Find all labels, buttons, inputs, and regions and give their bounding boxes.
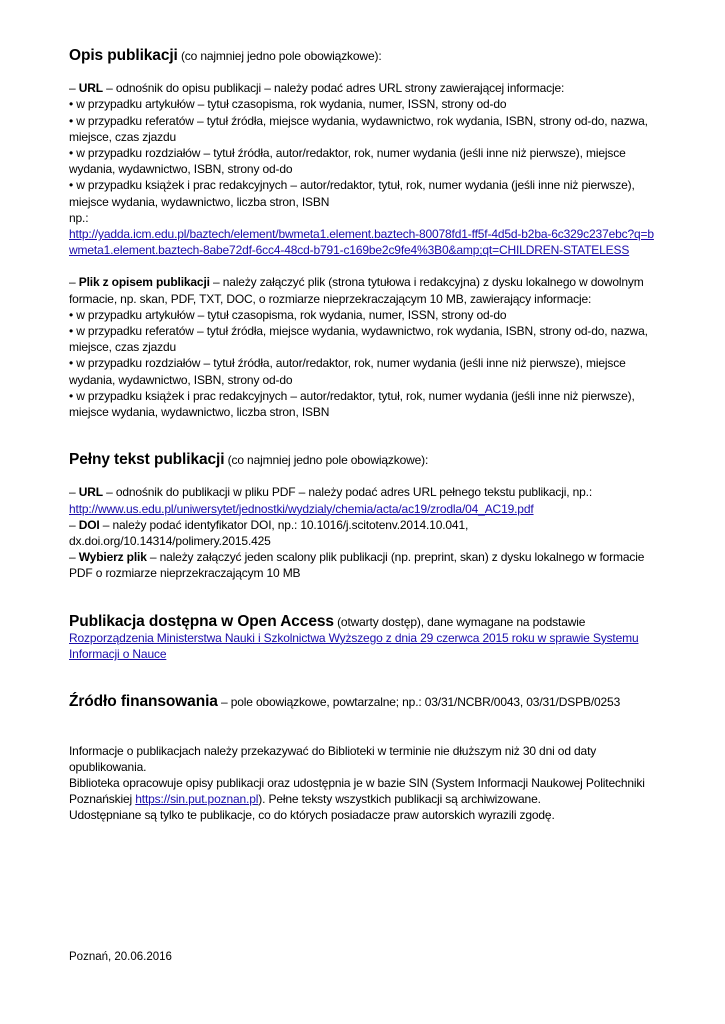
file-field-description [69, 274, 659, 306]
section-title: Opis publikacji [69, 47, 178, 64]
doi-desc: – należy podać identyfikator DOI, np.: 10.1016/j.scitotenv.2014.10.041, dx.doi.org/10.14314/polimery.2015.425 [69, 517, 469, 549]
list-item: • w przypadku referatów – tytuł źródła, miejsce wydania, wydawnictwo, rok wydania, ISBN, strony od-do, nazwa, miejsce, czas zjazdu [69, 324, 648, 355]
list-item: • w przypadku referatów – tytuł źródła, miejsce wydania, wydawnictwo, rok wydania, ISBN, strony od-do, nazwa, miejsce, czas zjazdu [69, 113, 648, 144]
section-heading [69, 694, 659, 710]
info-paragraph: Informacje o publikacjach należy przekazywać do Biblioteki w terminie nie dłuższym niż 30 dni od daty opublikowania. [69, 743, 597, 774]
section-title: Pełny tekst publikacji [69, 451, 225, 469]
section-open-access [69, 614, 659, 663]
dash: – [69, 81, 79, 96]
file-bullet-list [69, 307, 659, 420]
regulation-link[interactable]: Rozporządzenia Ministerstwa Nauki i Szkolnictwa Wyższego z dnia 29 czerwca 2015 roku w sprawie Systemu Informacji o Nauce [69, 630, 639, 662]
info-paragraph [69, 775, 659, 807]
doi-label: DOI [78, 517, 100, 532]
dash: – [69, 550, 79, 565]
info-text: Biblioteka opracowuje opisy publikacji oraz udostępnia je w bazie SIN (System Informacji Naukowej Politechniki Poznańskiej [69, 775, 645, 807]
url-field-description [69, 80, 659, 96]
file-desc: – należy załączyć plik (strona tytułowa i redakcyjna) z dysku lokalnego w dowolnym formacie, np. skan, PDF, TXT, DOC, o rozmiarze nieprzekraczającym 10 MB, zawierający informacje: [69, 275, 644, 306]
file-field-description [69, 549, 659, 581]
url-bullet-list [69, 96, 659, 209]
url-desc: – odnośnik do opisu publikacji – należy podać adres URL strony zawierającej informacje: [102, 81, 565, 96]
section-heading [69, 452, 659, 468]
list-item: • w przypadku książek i prac redakcyjnych – autor/redaktor, tytuł, rok, numer wydania (jeśli inne niż pierwsze), miejsce wydania, wydawnictwo, liczba stron, ISBN [69, 178, 635, 209]
section-title: Publikacja dostępna w Open Access [69, 612, 334, 630]
file-label: Plik z opisem publikacji [78, 275, 210, 290]
list-item: • w przypadku artykułów – tytuł czasopisma, rok wydania, numer, ISSN, strony od-do [69, 307, 507, 322]
document-date: Poznań, 20.06.2016 [69, 951, 172, 963]
url-label: URL [78, 485, 103, 500]
section-title-suffix: (co najmniej jedno pole obowiązkowe): [227, 453, 429, 468]
info-paragraphs [69, 743, 659, 824]
list-item: • w przypadku rozdziałów – tytuł źródła, autor/redaktor, rok, numer wydania (jeśli inne niż pierwsze), miejsce wydania, wydawnictwo, ISBN, strony od-do [69, 356, 626, 387]
file-label: Wybierz plik [78, 550, 147, 565]
section-title: Źródło finansowania [69, 693, 218, 711]
dash: – [69, 485, 79, 500]
section-zrodlo-finansowania [69, 694, 659, 710]
section-title-suffix: – pole obowiązkowe, powtarzalne; np.: 03/31/NCBR/0043, 03/31/DSPB/0253 [221, 695, 621, 710]
document-body [69, 48, 659, 824]
section-heading [69, 614, 659, 630]
file-desc: – należy załączyć jeden scalony plik publikacji (np. preprint, skan) z dysku lokalnego w formacie PDF o rozmiarze nieprzekraczającym 10 MB [69, 550, 645, 581]
list-item: • w przypadku książek i prac redakcyjnych – autor/redaktor, tytuł, rok, numer wydania (jeśli inne niż pierwsze), miejsce wydania, wydawnictwo, liczba stron, ISBN [69, 388, 635, 420]
info-text: ). Pełne teksty wszystkich publikacji są archiwizowane. [258, 792, 541, 807]
list-item: • w przypadku artykułów – tytuł czasopisma, rok wydania, numer, ISSN, strony od-do [69, 97, 507, 112]
example-label: np.: [69, 210, 89, 225]
list-item: • w przypadku rozdziałów – tytuł źródła, autor/redaktor, rok, numer wydania (jeśli inne niż pierwsze), miejsce wydania, wydawnictwo, ISBN, strony od-do [69, 146, 626, 177]
info-paragraph: Udostępniane są tylko te publikacje, co do których posiadacze praw autorskich wyrazili zgodę. [69, 808, 555, 823]
section-heading [69, 48, 659, 64]
dash: – [69, 275, 79, 290]
example-link[interactable]: http://yadda.icm.edu.pl/baztech/element/bwmeta1.element.baztech-80078fd1-ff5f-4d5d-b2ba-6c329c237ebc?q=bwmeta1.element.baztech-8abe72df-6cc4-48cd-b791-c169be2c9fe4%3B0&amp;qt=CHILDREN-STATELESS [69, 227, 654, 258]
url-label: URL [78, 81, 103, 96]
section-title-suffix: (otwarty dostęp), dane wymagane na podstawie [337, 614, 586, 629]
url-field-description [69, 484, 659, 500]
doi-field-description [69, 517, 659, 549]
pdf-example-link[interactable]: http://www.us.edu.pl/uniwersytet/jednostki/wydzialy/chemia/acta/ac19/zrodla/04_AC19.pdf [69, 501, 534, 516]
sin-link[interactable]: https://sin.put.poznan.pl [135, 792, 259, 807]
url-desc: – odnośnik do publikacji w pliku PDF – należy podać adres URL pełnego tekstu publikacji, np.: [102, 485, 593, 500]
section-opis-publikacji [69, 48, 659, 420]
dash: – [69, 517, 79, 532]
section-pelny-tekst [69, 452, 659, 581]
section-title-suffix: (co najmniej jedno pole obowiązkowe): [180, 49, 382, 63]
